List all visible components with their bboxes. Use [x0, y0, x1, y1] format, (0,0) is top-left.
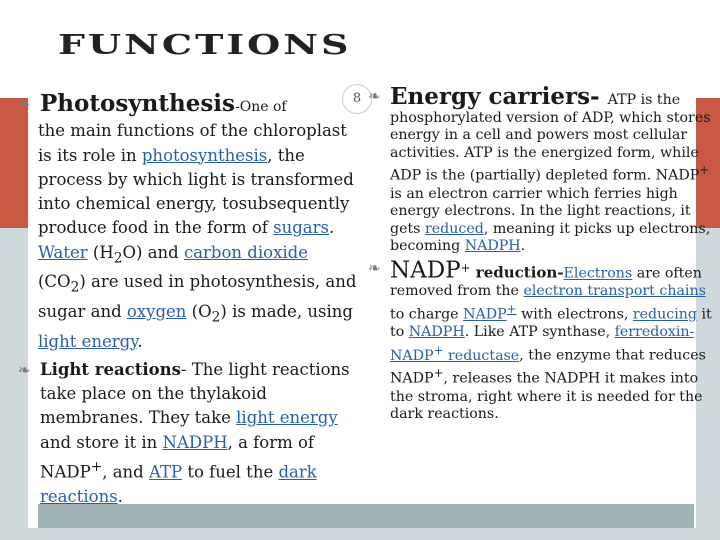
bullet-icon: ❧: [18, 360, 31, 379]
bullet-icon: ❧: [368, 87, 381, 105]
link-reducing[interactable]: reducing: [632, 306, 697, 323]
link-nadp[interactable]: NADP: [463, 306, 507, 323]
nadp-reduction-paragraph: ❧ NADP+ reduction-Electrons are often removed from the electron transport chains to charge NADP+ with electrons, reducing it to NADPH. Like ATP synthase, ferredoxin-NADP+ reductase, the enzyme that reduces NADP+, releases the NADPH it makes into the stroma, right where it is needed for the dark reactions.: [368, 257, 712, 423]
link-electron-transport-chains[interactable]: electron transport chains: [523, 283, 706, 300]
link-reduced[interactable]: reduced: [424, 220, 484, 237]
link-dark-reactions[interactable]: dark reactions: [40, 462, 317, 506]
slide-number: 8: [342, 84, 372, 114]
slide-title: FUNCTIONS: [58, 28, 352, 61]
light-reactions-heading: Light reactions: [40, 359, 181, 379]
link-ferredoxin-nadp-reductase[interactable]: ferredoxin-NADP+ reductase: [390, 324, 695, 364]
link-photosynthesis[interactable]: photosynthesis: [141, 145, 268, 165]
bullet-icon: ❧: [368, 259, 381, 278]
photosynthesis-heading: Photosynthesis: [40, 90, 235, 117]
right-column: [368, 83, 712, 424]
link-light-energy[interactable]: light energy: [38, 331, 138, 351]
link-electrons[interactable]: Electrons: [563, 265, 633, 282]
photosynthesis-paragraph: ❧ Photosynthesis-One of the main functions of the chloroplast is its role in photosynthesis, the process by which light is transformed into chemical energy, tosubsequently produce food in the form of sugars. Water $(H_2O)$ and carbon dioxide $(CO_2)$ are used in photosynthesis, and sugar and oxygen $(O_2)$ is made, using light energy.: [18, 90, 357, 351]
link-nadph-2[interactable]: NADPH: [464, 238, 521, 255]
left-column: [18, 92, 358, 509]
nadp-reduction-heading: NADP: [390, 257, 461, 284]
link-oxygen[interactable]: oxygen: [126, 301, 187, 321]
link-water[interactable]: Water: [38, 242, 88, 262]
link-carbon-dioxide[interactable]: carbon dioxide: [183, 242, 308, 262]
bullet-icon: ❧: [18, 95, 31, 113]
link-nadph[interactable]: NADPH: [162, 432, 228, 452]
link-nadph-3[interactable]: NADPH: [408, 324, 465, 341]
light-reactions-paragraph: ❧ Light reactions- The light reactions take place on the thylakoid membranes. They take light energy and store it in NADPH, a form of NADP+, and ATP to fuel the dark reactions.: [18, 359, 350, 506]
energy-carriers-heading: Energy carriers: [390, 83, 591, 110]
energy-carriers-paragraph: ❧ Energy carriers- ATP is the phosphorylated version of ADP, which stores energy in a cell and powers most cellular activities. ATP is the energized form, while ADP is the (partially) depleted form. NADP+ is an electron carrier which ferries high energy electrons. In the light reactions, it gets reduced, meaning it picks up electrons, becoming NADPH.: [368, 83, 711, 255]
link-atp[interactable]: ATP: [148, 462, 183, 482]
link-light-energy-2[interactable]: light energy: [236, 408, 338, 428]
link-sugars[interactable]: sugars: [273, 218, 329, 238]
